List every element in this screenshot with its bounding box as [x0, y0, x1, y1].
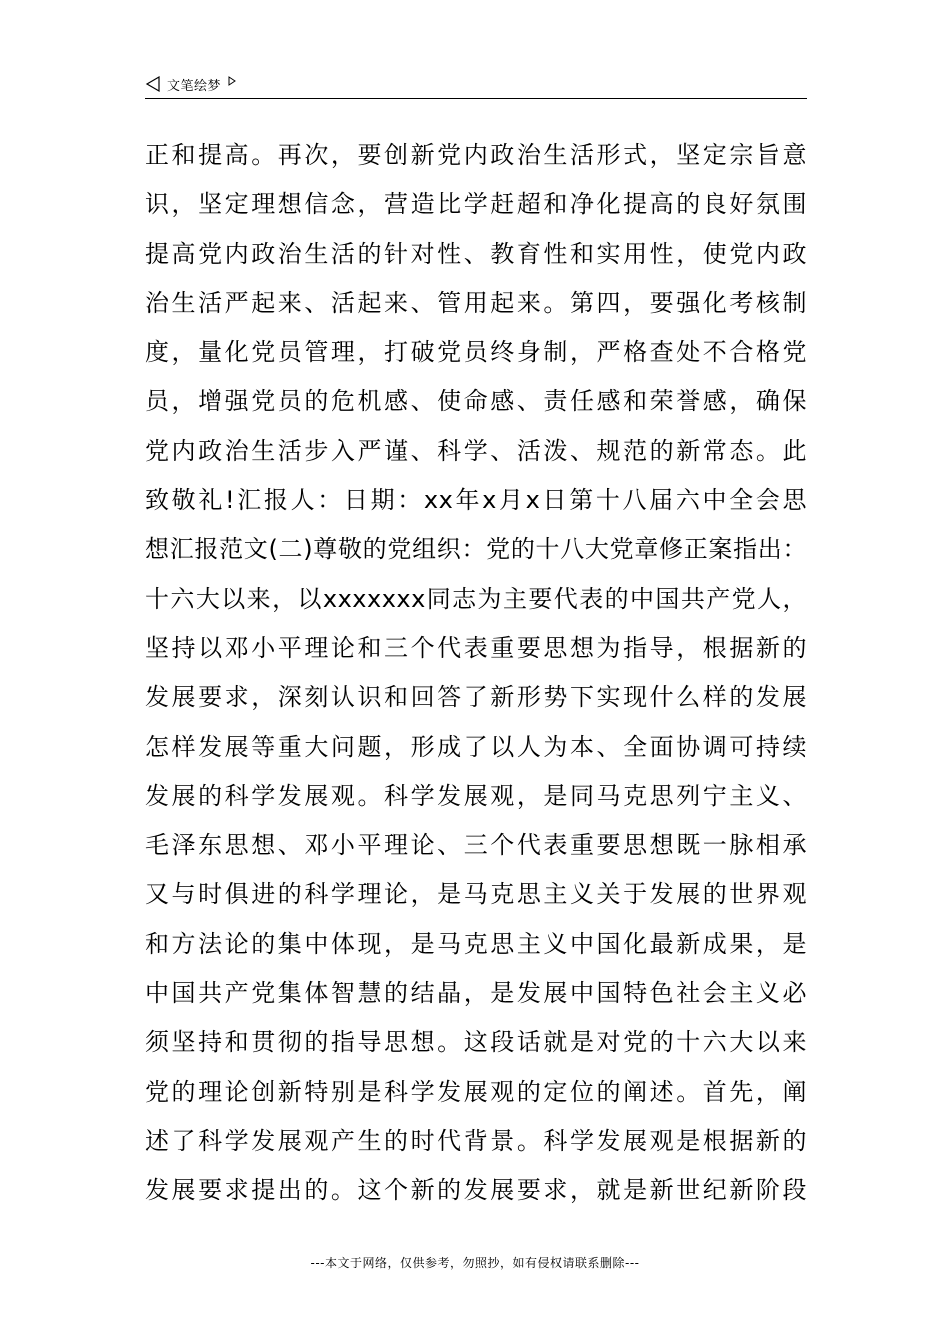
- text-line: 坚持以邓小平理论和三个代表重要思想为指导，根据新的: [145, 633, 807, 662]
- text-line: 述了科学发展观产生的时代背景。科学发展观是根据新的: [145, 1126, 807, 1155]
- text-line: 又与时俱进的科学理论，是马克思主义关于发展的世界观: [145, 880, 807, 909]
- text-line: 怎样发展等重大问题，形成了以人为本、全面协调可持续: [145, 732, 807, 761]
- text-line: 须坚持和贯彻的指导思想。这段话就是对党的十六大以来: [145, 1028, 807, 1057]
- text-line: 和方法论的集中体现，是马克思主义中国化最新成果，是: [145, 929, 807, 958]
- text-line: 发展要求，深刻认识和回答了新形势下实现什么样的发展: [145, 683, 807, 712]
- text-line: 十六大以来，以xxxxxxx同志为主要代表的中国共产党人，: [145, 584, 807, 613]
- text-line: 党的理论创新特别是科学发展观的定位的阐述。首先，阐: [145, 1077, 807, 1106]
- text-line: 治生活严起来、活起来、管用起来。第四，要强化考核制: [145, 288, 807, 317]
- text-line: 识，坚定理想信念，营造比学赶超和净化提高的良好氛围: [145, 190, 807, 219]
- text-line: 发展的科学发展观。科学发展观，是同马克思列宁主义、: [145, 781, 807, 810]
- text-line: 度，量化党员管理，打破党员终身制，严格查处不合格党: [145, 338, 807, 367]
- triangle-right-icon: [227, 75, 237, 87]
- header-title: 文笔绘梦: [167, 78, 222, 94]
- text-line: 员，增强党员的危机感、使命感、责任感和荣誉感，确保: [145, 387, 807, 416]
- page-footer: ---本文于网络，仅供参考，勿照抄，如有侵权请联系删除---: [310, 1256, 640, 1270]
- text-line: 致敬礼!汇报人：日期：xx年x月x日第十八届六中全会思: [145, 486, 807, 515]
- text-line: 中国共产党集体智慧的结晶，是发展中国特色社会主义必: [145, 979, 807, 1008]
- text-line: 想汇报范文(二)尊敬的党组织：党的十八大党章修正案指出：: [145, 535, 807, 564]
- document-body: [145, 131, 807, 1216]
- header-row: [145, 74, 237, 94]
- text-line: 发展要求提出的。这个新的发展要求，就是新世纪新阶段: [145, 1176, 807, 1205]
- triangle-left-icon: [145, 75, 161, 93]
- text-line: 毛泽东思想、邓小平理论、三个代表重要思想既一脉相承: [145, 831, 807, 860]
- text-line: 提高党内政治生活的针对性、教育性和实用性，使党内政: [145, 239, 807, 268]
- page-header: [145, 72, 807, 99]
- text-line: 党内政治生活步入严谨、科学、活泼、规范的新常态。此: [145, 436, 807, 465]
- text-line: 正和提高。再次，要创新党内政治生活形式，坚定宗旨意: [145, 141, 807, 169]
